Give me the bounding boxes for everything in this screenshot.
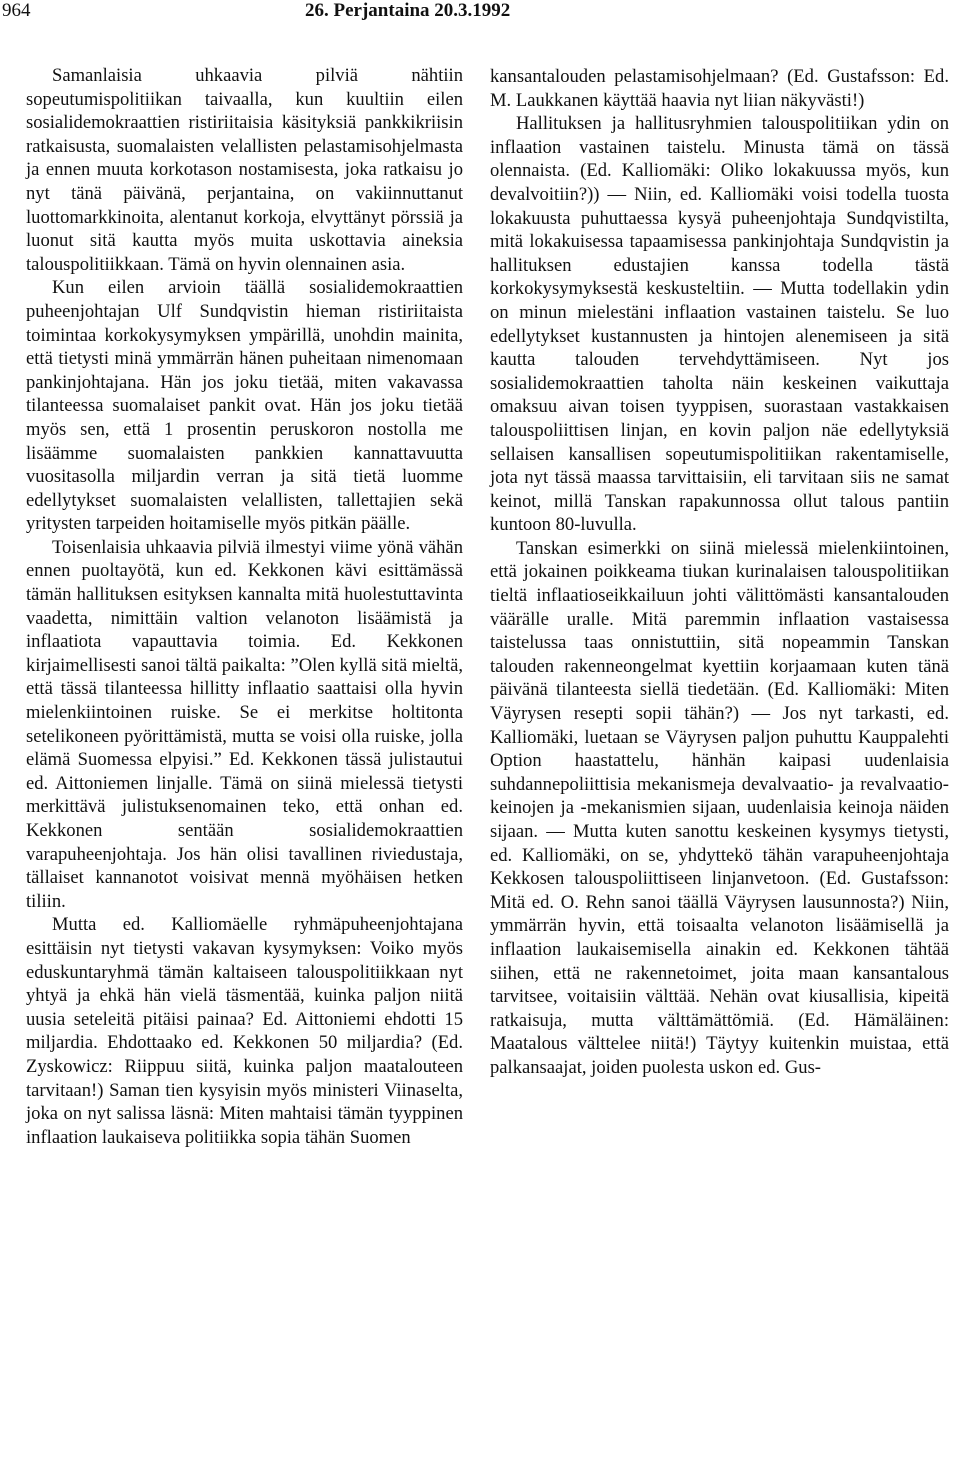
paragraph: Tanskan esimerkki on siinä mielessä mielenkiintoinen, että jokainen poikkeama tiukan kurinalaisen talouspolitiikan tieltä inflaatioseikkailuun johti välittömästi kansantalouden väärälle uralle. Mitä paremmin inflaation vastaisessa taistelussa taas onnistuttiin, sitä nopeammin Tanskan talouden rakenneongelmat kyettiin korjaamaan kuten tänä päivänä tilanteesta siellä tiedetään. (Ed. Kalliomäki: Miten Väyrysen resepti sopii tähän?) — Jos nyt tarkasti, ed. Kalliomäki, luetaan se Väyrysen paljon puhuttu Kauppalehti Option haastattelu, hänhän kaipasi uudenlaisia suhdannepoliittisia mekanismeja devalvaatio- ja revalvaatio-keinojen ja -mekanismien sijaan, uudenlaisia keinoja näiden sijaan. — Mutta kuten sanottu keskeinen kysymys tietysti, ed. Kalliomäki, on se, yhdyttekö tähän varapuheenjohtaja Kekkosen talouspoliittiseen linjanvetoon. (Ed. Gustafsson: Mitä ed. O. Rehn sanoi täällä Väyrysen lausunnosta?) Niin, ymmärrän hyvin, että toisaalta velanoton lisäämisellä ja inflaation laukaisemisella ainakin ed. Kekkonen tähtää siihen, että ne rakennetoimet, joita maan kansantalous tarvitsee, voitaisiin välttää. Nehän ovat kiusallisia, kipeitä ratkaisuja, mutta välttämättömiä. (Ed. Hämäläinen: Maatalous välttelee niitä!) Täytyy kuitenkin muistaa, että palkansaajat, joiden puolesta uskon ed. Gus- bbox=[490, 537, 949, 1078]
page-number: 964 bbox=[2, 0, 31, 21]
paragraph: kansantalouden pelastamisohjelmaan? (Ed. Gustafsson: Ed. M. Laukkanen käyttää haavia nyt liian näkyvästi!) bbox=[490, 66, 949, 111]
right-column bbox=[490, 65, 949, 1080]
paragraph: Mutta ed. Kalliomäelle ryhmäpuheenjohtajana esittäisin nyt tietysti vakavan kysymyksen: Voiko myös eduskuntaryhmä tämän kaltaiseen talouspolitiikkaan nyt yhtyä ja ehkä hän vielä täsmentää, kuinka paljon niitä uusia seteleitä pitäisi painaa? Ed. Aittoniemi ehdotti 15 miljardia. Ehdottaako ed. Kekkonen 50 miljardia? (Ed. Zyskowicz: Riippuu siitä, kuinka paljon maatalouteen tarvitaan!) Saman tien kysyisin myös ministeri Viinaselta, joka on nyt salissa läsnä: Miten mahtaisi tämän tyyppinen inflaation laukaiseva politiikka sopia tähän Suomen bbox=[26, 914, 463, 1148]
paragraph: Hallituksen ja hallitusryhmien talouspolitiikan ydin on inflaation vastainen taistelu. Minusta tämä on tässä olennaista. (Ed. Kalliomäki: Oliko lokakuussa myös, kun devalvoitiin?)) — Niin, ed. Kalliomäki voisi todella tuosta lokakuusta puhuttaessa kysyä puheenjohtaja Sundqvistilta, mitä lokakuisessa tapaamisessa pankinjohtaja Sundqvistin ja hallituksen edustajien kanssa todella tästä korkokysymyksestä keskusteltiin. — Mutta todellakin ydin on minun mielestäni inflaation vastainen taistelu. Se luo edellytykset kustannusten ja hintojen alenemiseen ja sitä kautta talouden tervehdyttämiseen. Nyt jos sosialidemokraattien taholta näin keskeinen vaikuttaja omaksuu aivan toisen tyyppisen, suorastaan vastakkaisen talouspoliittisen linjan, en kovin paljon näe edellytyksiä sellaisen kansallisen sopeutumispolitiikan rakentamiselle, jota nyt tässä maassa tarvittaisiin, eli tarvitaan siis ne samat keinot, millä Tanskan rapakunnossa ollut talous pantiin kuntoon 80-luvulla. bbox=[490, 113, 949, 536]
paragraph: Toisenlaisia uhkaavia pilviä ilmestyi viime yönä vähän ennen puoltayötä, kun ed. Kekkonen kävi esittämässä tämän hallituksen esityksen kannalta mitä huolestuttavinta vaadetta, nimittäin valtion velanoton lisäämistä ja inflaatiota vapauttavia toimia. Ed. Kekkonen kirjaimellisesti sanoi tältä paikalta: ”Olen kyllä sitä mieltä, että tässä tilanteessa hillitty inflaatio saattaisi olla hyvin mielenkiintoinen ruiske. Se ei merkitse holtitonta setelikoneen pyörittämistä, mutta se voisi olla ruiske, jolla elämä Suomessa elpyisi.” Ed. Kekkonen tässä julistautui ed. Aittoniemen linjalle. Tämä on siinä mielessä tietysti merkittävä julistuksenomainen teko, että onhan ed. Kekkonen sentään sosialidemokraattien varapuheenjohtaja. Jos hän olisi tavallinen riviedustaja, tällaiset kannanotot voisivat mennä myöhäisen hetken tiliin. bbox=[26, 536, 463, 912]
session-date: 26. Perjantaina 20.3.1992 bbox=[305, 0, 511, 21]
paragraph: Kun eilen arvioin täällä sosialidemokraattien puheenjohtajan Ulf Sundqvistin hieman ristiriitaista toimintaa korkokysymyksen ympärillä, unohdin mainita, että tietysti minä ymmärrän hänen puheitaan nimenomaan pankinjohtajana. Hän jos joku tietää, miten vakavassa tilanteessa suomalaiset pankit ovat. Hän jos joku tietää myös sen, että 1 prosentin peruskoron nostolla me lisäämme suomalaisten pankkien kannattavuutta vuositasolla miljardin verran ja sitä tietä luomme edellytykset suomalaisten velallisten, tallettajien sekä yritysten tarpeiden hoitamiselle myös pitkän päälle. bbox=[26, 277, 463, 535]
left-column bbox=[26, 64, 463, 1149]
page-header bbox=[0, 0, 960, 30]
paragraph: Samanlaisia uhkaavia pilviä nähtiin sopeutumispolitiikan taivaalla, kun kuultiin eilen sosialidemokraattien ristiriitaisia käsityksiä pankkikriisin ratkaisusta, suomalaisten velallisten pelastamisohjelmasta ja ennen muuta korkotason nostamisesta, joka ratkaisu jo nyt tänä päivänä, perjantaina, on vakiinnuttanut luottomarkkinoita, alentanut korkoja, elvyttänyt pörssiä ja luonut sitä kautta myös muita uskottavia aineksia talouspolitiikkaan. Tämä on hyvin olennainen asia. bbox=[26, 65, 463, 275]
